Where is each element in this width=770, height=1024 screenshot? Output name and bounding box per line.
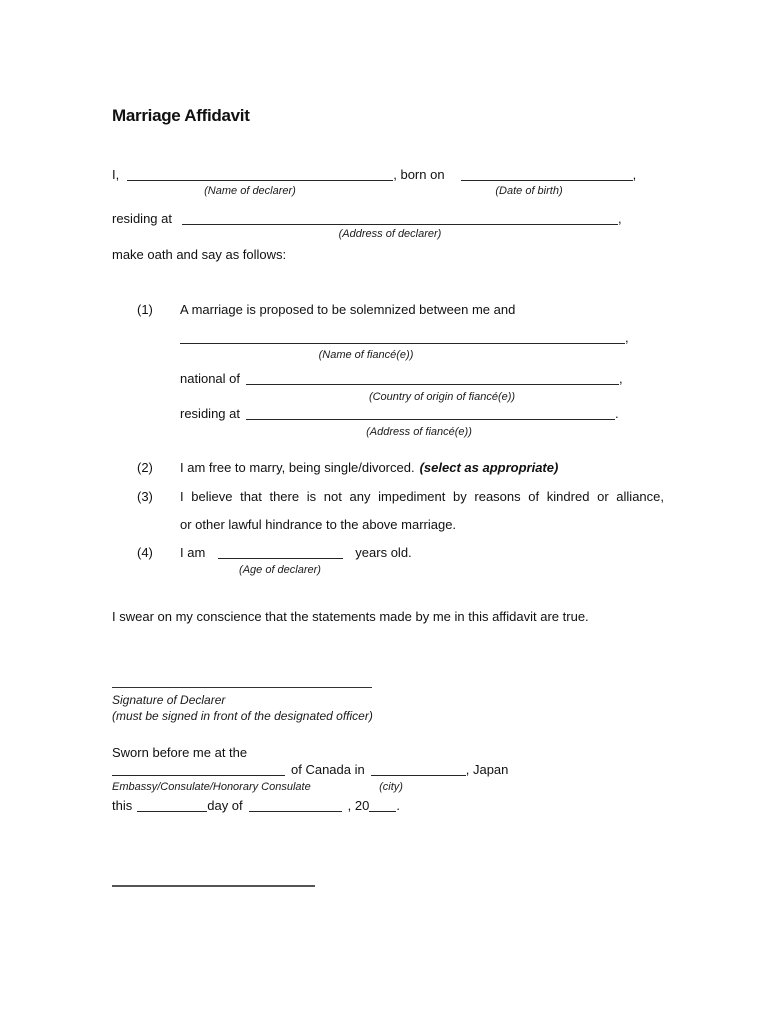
- trailing-period: .: [396, 798, 400, 813]
- age-of-declarer-label: (Age of declarer): [239, 564, 321, 576]
- signature-note: (must be signed in front of the designated officer): [112, 709, 373, 723]
- item-1-text: A marriage is proposed to be solemnized between me and: [180, 302, 516, 317]
- residing-at-text: residing at: [112, 211, 172, 226]
- embassy-blank[interactable]: [112, 763, 285, 776]
- japan-text: , Japan: [465, 762, 509, 777]
- swear-statement: I swear on my conscience that the statements made by me in this affidavit are true.: [112, 609, 589, 624]
- fiance-name-line: [180, 329, 629, 346]
- city-blank[interactable]: [371, 763, 466, 776]
- sworn-location-line: [112, 761, 508, 778]
- trailing-comma: ,: [632, 167, 637, 182]
- fiance-residing-line: [180, 405, 619, 422]
- trailing-comma: ,: [625, 330, 629, 345]
- embassy-consulate-label: Embassy/Consulate/Honorary Consulate: [112, 781, 311, 793]
- city-label: (city): [379, 781, 403, 793]
- item-2-statement: I am free to marry, being single/divorced.: [180, 460, 415, 475]
- oath-intro-text: make oath and say as follows:: [112, 247, 287, 262]
- i-am-text: I am: [180, 545, 206, 560]
- national-of-text: national of: [180, 371, 240, 386]
- address-of-fiance-label: (Address of fiancé(e)): [366, 426, 472, 438]
- declarer-address-blank[interactable]: [182, 212, 618, 225]
- trailing-comma: ,: [617, 211, 622, 226]
- date-of-birth-label: (Date of birth): [495, 185, 563, 197]
- date-line: [112, 797, 400, 814]
- year-blank[interactable]: [369, 799, 396, 812]
- fiance-country-blank[interactable]: [246, 372, 619, 385]
- trailing-comma: ,: [619, 371, 623, 386]
- of-canada-in-text: of Canada in: [291, 762, 365, 777]
- born-on-text: , born on: [393, 167, 445, 182]
- signature-of-declarer-label: Signature of Declarer: [112, 693, 226, 707]
- declaration-line: [112, 166, 636, 183]
- day-number-blank[interactable]: [137, 799, 207, 812]
- year-prefix-text: , 20: [347, 798, 370, 813]
- item-4-number: (4): [137, 545, 153, 560]
- item-3-line1: I believe that there is not any impediment by reasons of kindred or alliance,: [180, 489, 664, 504]
- item-1-number: (1): [137, 302, 153, 317]
- country-of-origin-label: (Country of origin of fiancé(e)): [368, 391, 516, 403]
- item-3-line2: or other lawful hindrance to the above marriage.: [180, 517, 457, 532]
- residing-at-text: residing at: [180, 406, 240, 421]
- fiance-name-blank[interactable]: [180, 331, 625, 344]
- name-of-declarer-label: (Name of declarer): [204, 185, 296, 197]
- page-title: Marriage Affidavit: [112, 106, 250, 125]
- month-blank[interactable]: [249, 799, 342, 812]
- trailing-period: .: [614, 406, 619, 421]
- item-3-number: (3): [137, 489, 153, 504]
- i-prefix: I,: [112, 167, 120, 182]
- age-blank[interactable]: [218, 546, 343, 559]
- address-of-declarer-label: (Address of declarer): [338, 228, 442, 240]
- item-4-text: [180, 544, 412, 561]
- officer-signature-blank[interactable]: [112, 885, 315, 887]
- signature-blank[interactable]: [112, 687, 372, 688]
- declarer-name-blank[interactable]: [127, 168, 393, 181]
- years-old-text: years old.: [355, 545, 412, 560]
- item-2-text: [180, 459, 558, 476]
- sworn-before-text: Sworn before me at the: [112, 745, 248, 760]
- residing-line: [112, 210, 622, 227]
- day-of-text: day of: [207, 798, 243, 813]
- name-of-fiance-label: (Name of fiancé(e)): [318, 349, 414, 361]
- date-of-birth-blank[interactable]: [461, 168, 633, 181]
- select-as-appropriate-note: (select as appropriate): [419, 460, 559, 475]
- this-text: this: [112, 798, 133, 813]
- national-of-line: [180, 370, 623, 387]
- fiance-address-blank[interactable]: [246, 407, 615, 420]
- item-2-number: (2): [137, 460, 153, 475]
